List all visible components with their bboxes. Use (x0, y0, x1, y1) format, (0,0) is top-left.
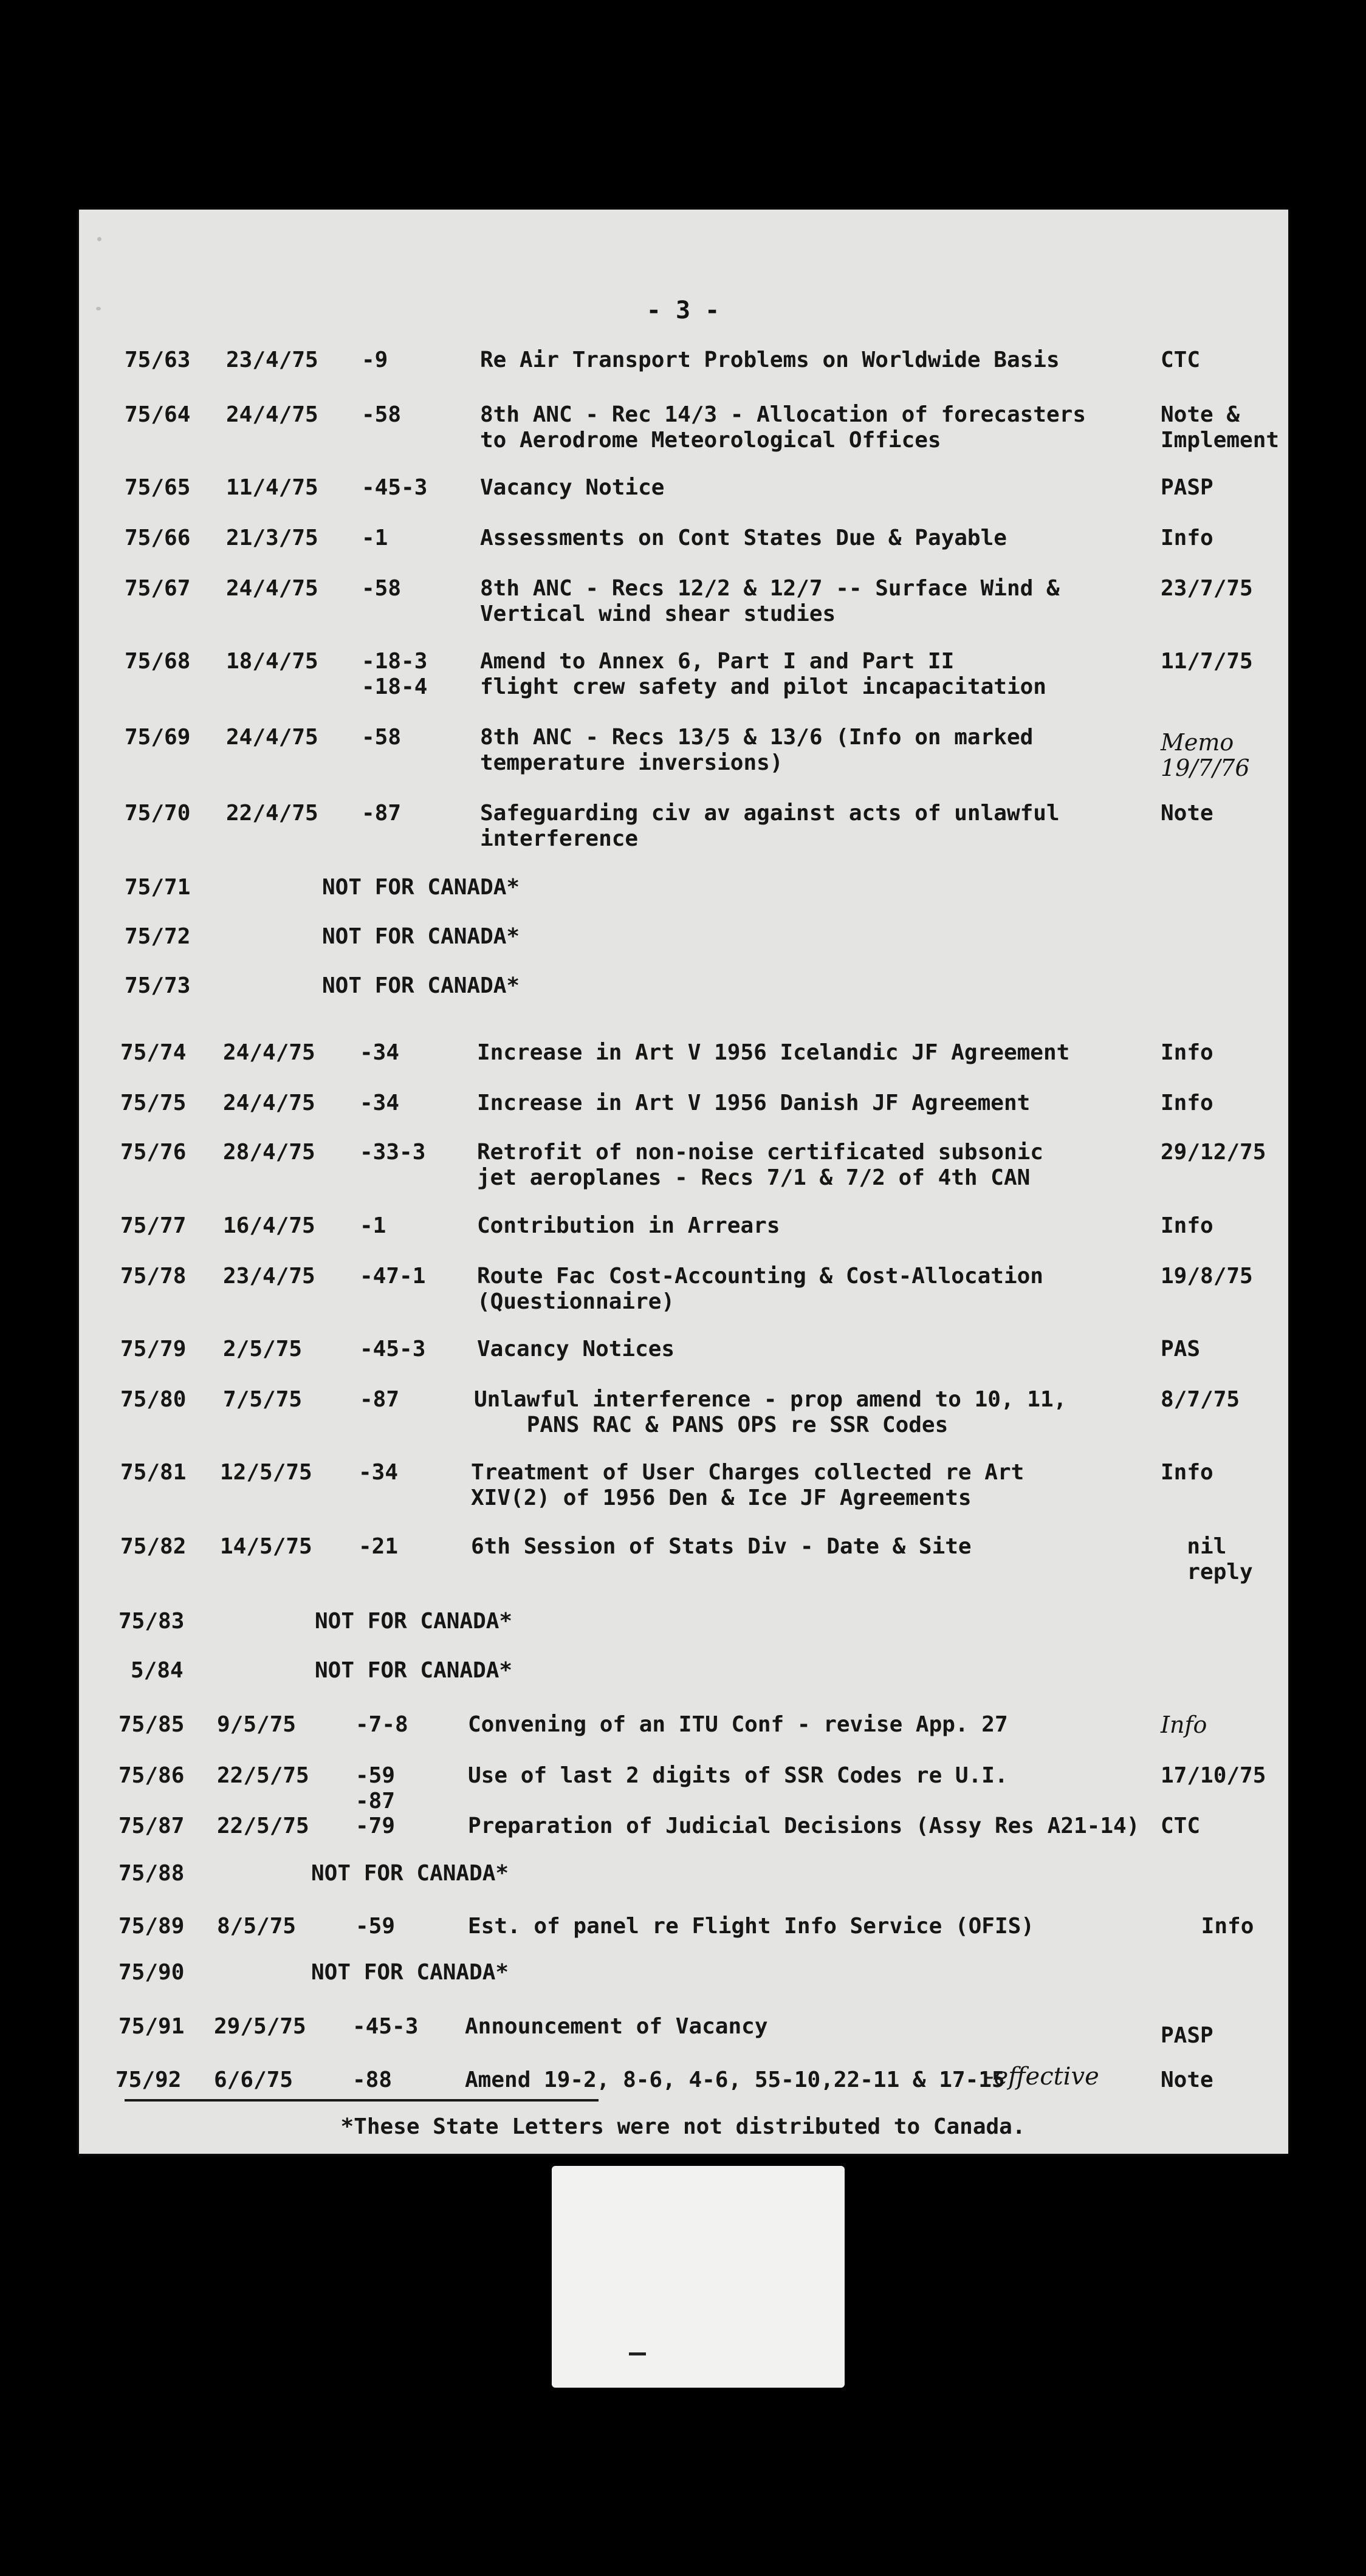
letter-reference: -88 (352, 2067, 393, 2092)
letter-reference: -45-3 (362, 475, 428, 500)
letter-subject: 6th Session of Stats Div - Date & Site (471, 1534, 972, 1559)
letter-subject: 8th ANC - Recs 13/5 & 13/6 (Info on marked temperature inversions) (480, 725, 1034, 775)
not-for-canada-note: NOT FOR CANADA* (322, 875, 520, 900)
letter-reference: -79 (355, 1814, 396, 1838)
letter-subject: Assessments on Cont States Due & Payable (480, 526, 1007, 550)
letter-reference: -33-3 (360, 1140, 426, 1165)
letter-number: 75/64 (125, 402, 191, 427)
letter-action: 17/10/75 (1161, 1763, 1266, 1788)
letter-number: 75/67 (125, 576, 191, 601)
letter-date: 22/4/75 (226, 801, 318, 826)
letter-number: 75/88 (118, 1861, 185, 1886)
letter-number: 75/82 (120, 1534, 187, 1559)
letter-number: 75/65 (125, 475, 191, 500)
letter-subject: Increase in Art V 1956 Danish JF Agreement (477, 1091, 1031, 1115)
letter-subject: Amend to Annex 6, Part I and Part II flight crew safety and pilot incapacitation (480, 649, 1046, 699)
letter-action: 23/7/75 (1161, 576, 1253, 601)
handwritten-note: -effective (986, 2063, 1099, 2091)
letter-action: PAS (1161, 1337, 1201, 1362)
letter-date: 12/5/75 (220, 1460, 312, 1485)
page-speck (97, 237, 101, 241)
letter-reference: -18-3 -18-4 (362, 649, 428, 699)
letter-subject: 8th ANC - Rec 14/3 - Allocation of forecasters to Aerodrome Meteorological Offices (480, 402, 1086, 453)
letter-number: 75/90 (118, 1960, 185, 1985)
letter-action: 19/8/75 (1161, 1264, 1253, 1289)
letter-action-handwritten: Memo 19/7/76 (1161, 729, 1250, 781)
letter-reference: -1 (360, 1213, 386, 1238)
letter-number: 75/81 (120, 1460, 187, 1485)
letter-reference: -45-3 (360, 1337, 426, 1362)
letter-subject: Convening of an ITU Conf - revise App. 27 (468, 1712, 1008, 1737)
letter-date: 28/4/75 (223, 1140, 315, 1165)
letter-subject: 8th ANC - Recs 12/2 & 12/7 -- Surface Wind & Vertical wind shear studies (480, 576, 1060, 626)
letter-date: 24/4/75 (226, 402, 318, 427)
letter-number: 75/78 (120, 1264, 187, 1289)
letter-number: 75/91 (118, 2014, 185, 2039)
letter-action: Info (1161, 1040, 1213, 1065)
letter-subject: Vacancy Notices (477, 1337, 675, 1362)
letter-date: 21/3/75 (226, 526, 318, 550)
letter-number: 75/92 (115, 2067, 182, 2092)
blank-card (552, 2166, 845, 2388)
letter-action: CTC (1161, 348, 1201, 372)
letter-subject: Retrofit of non-noise certificated subsonic jet aeroplanes - Recs 7/1 & 7/2 of 4th CAN (477, 1140, 1043, 1190)
letter-number: 75/80 (120, 1387, 187, 1412)
letter-reference: -47-1 (360, 1264, 426, 1289)
letter-reference: -58 (362, 402, 402, 427)
letter-number: 75/85 (118, 1712, 185, 1737)
letter-action: 29/12/75 (1161, 1140, 1266, 1165)
letter-number: 5/84 (131, 1658, 184, 1683)
letter-subject: Preparation of Judicial Decisions (Assy Res A21-14) (468, 1814, 1140, 1838)
letter-reference: -7-8 (355, 1712, 408, 1737)
letter-subject: Unlawful interference - prop amend to 10, 11, PANS RAC & PANS OPS re SSR Codes (474, 1387, 1067, 1437)
letter-reference: -21 (359, 1534, 399, 1559)
letter-date: 14/5/75 (220, 1534, 312, 1559)
letter-action: CTC (1161, 1814, 1201, 1838)
letter-reference: -87 (360, 1387, 400, 1412)
letter-subject: Safeguarding civ av against acts of unlawful interference (480, 801, 1060, 851)
letter-number: 75/63 (125, 348, 191, 372)
letter-date: 8/5/75 (217, 1914, 297, 1939)
letter-number: 75/70 (125, 801, 191, 826)
page-number: - 3 - (646, 296, 720, 324)
letter-number: 75/77 (120, 1213, 187, 1238)
letter-action-handwritten: Info (1161, 1711, 1207, 1738)
letter-date: 9/5/75 (217, 1712, 297, 1737)
not-for-canada-note: NOT FOR CANADA* (315, 1658, 513, 1683)
letter-number: 75/74 (120, 1040, 187, 1065)
letter-date: 22/5/75 (217, 1763, 309, 1788)
letter-action: Info (1188, 1914, 1254, 1939)
letter-number: 75/69 (125, 725, 191, 750)
not-for-canada-note: NOT FOR CANADA* (322, 973, 520, 998)
letter-date: 24/4/75 (223, 1091, 315, 1115)
not-for-canada-note: NOT FOR CANADA* (311, 1960, 509, 1985)
letter-action: Info (1161, 526, 1213, 550)
letter-number: 75/71 (125, 875, 191, 900)
letter-reference: -59 (355, 1914, 396, 1939)
letter-reference: -87 (362, 801, 402, 826)
letter-date: 29/5/75 (214, 2014, 306, 2039)
letter-subject: Re Air Transport Problems on Worldwide Basis (480, 348, 1060, 372)
letter-subject: Announcement of Vacancy (465, 2014, 768, 2039)
letter-number: 75/86 (118, 1763, 185, 1788)
letter-subject: Est. of panel re Flight Info Service (OFIS) (468, 1914, 1034, 1939)
letter-number: 75/83 (118, 1609, 185, 1634)
not-for-canada-note: NOT FOR CANADA* (315, 1609, 513, 1634)
letter-number: 75/87 (118, 1814, 185, 1838)
letter-number: 75/75 (120, 1091, 187, 1115)
letter-reference: -34 (359, 1460, 399, 1485)
letter-subject: Use of last 2 digits of SSR Codes re U.I. (468, 1763, 1008, 1788)
letter-reference: -1 (362, 526, 388, 550)
letter-action: Note & Implement (1161, 402, 1280, 453)
letter-action: Info (1161, 1213, 1213, 1238)
letter-reference: -58 (362, 725, 402, 750)
letter-number: 75/66 (125, 526, 191, 550)
letter-number: 75/89 (118, 1914, 185, 1939)
not-for-canada-note: NOT FOR CANADA* (322, 924, 520, 949)
card-mark (629, 2352, 646, 2355)
letter-reference: -58 (362, 576, 402, 601)
letter-date: 24/4/75 (223, 1040, 315, 1065)
letter-date: 7/5/75 (223, 1387, 303, 1412)
letter-action: Info (1161, 1091, 1213, 1115)
letter-number: 75/72 (125, 924, 191, 949)
letter-action: PASP (1161, 2023, 1213, 2048)
letter-reference: -9 (362, 348, 388, 372)
letter-date: 23/4/75 (226, 348, 318, 372)
letter-subject: Increase in Art V 1956 Icelandic JF Agreement (477, 1040, 1070, 1065)
letter-reference: -59 -87 (355, 1763, 396, 1814)
letter-date: 24/4/75 (226, 725, 318, 750)
not-for-canada-note: NOT FOR CANADA* (311, 1861, 509, 1886)
letter-subject: Vacancy Notice (480, 475, 665, 500)
letter-date: 11/4/75 (226, 475, 318, 500)
footnote-rule (125, 2099, 599, 2102)
letter-action: Note (1161, 801, 1213, 826)
letter-date: 23/4/75 (223, 1264, 315, 1289)
letter-date: 16/4/75 (223, 1213, 315, 1238)
letter-action: nil reply (1187, 1534, 1253, 1584)
letter-subject: Contribution in Arrears (477, 1213, 780, 1238)
letter-date: 24/4/75 (226, 576, 318, 601)
letter-action: Info (1161, 1460, 1213, 1485)
letter-action: Note (1161, 2067, 1213, 2092)
letter-action: 11/7/75 (1161, 649, 1253, 674)
letter-subject: Treatment of User Charges collected re Art XIV(2) of 1956 Den & Ice JF Agreements (471, 1460, 1024, 1510)
letter-reference: -34 (360, 1091, 400, 1115)
letter-number: 75/68 (125, 649, 191, 674)
letter-date: 18/4/75 (226, 649, 318, 674)
letter-date: 22/5/75 (217, 1814, 309, 1838)
letter-subject: Route Fac Cost-Accounting & Cost-Allocation (Questionnaire) (477, 1264, 1043, 1314)
letter-date: 2/5/75 (223, 1337, 303, 1362)
letter-reference: -45-3 (352, 2014, 419, 2039)
letter-subject: Amend 19-2, 8-6, 4-6, 55-10,22-11 & 17-15 (465, 2067, 1005, 2092)
letter-number: 75/73 (125, 973, 191, 998)
letter-number: 75/76 (120, 1140, 187, 1165)
footnote: *These State Letters were not distributed to Canada. (340, 2114, 1026, 2139)
letter-reference: -34 (360, 1040, 400, 1065)
letter-action: 8/7/75 (1161, 1387, 1240, 1412)
letter-number: 75/79 (120, 1337, 187, 1362)
letter-date: 6/6/75 (214, 2067, 293, 2092)
letter-action: PASP (1161, 475, 1213, 500)
